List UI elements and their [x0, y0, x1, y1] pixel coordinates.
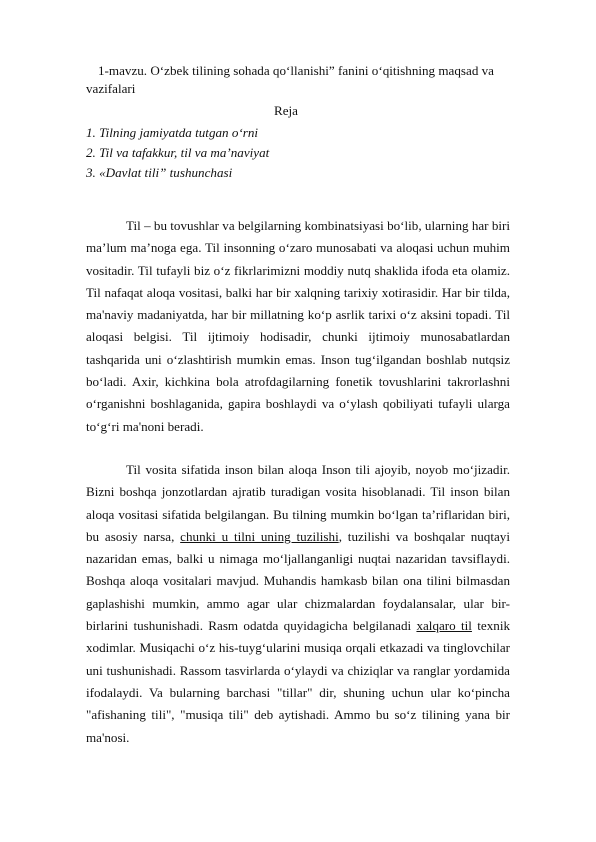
underlined-link-structure[interactable]: chunki u tilni uning tuzilishi: [180, 528, 339, 544]
body-paragraph-2: [86, 459, 510, 749]
underlined-link-international-language[interactable]: xalqaro til: [416, 618, 472, 634]
paragraph-2-text-b: , tuzilishi va boshqalar nuqtayi nazaridan emas, balki u nimaga mo‘ljallanganligi nuqtai nazaridan tavsiflaydi. Boshqa aloqa vositalari mavjud. Muhandis hamkasb bilan ona tilini bilmasdan gaplashishi mumkin, ammo agar ular chizmalardan foydalansalar, ular bir-birlarini tushunishadi. Rasm odatda quyidagicha belgilanadi: [86, 528, 510, 634]
lesson-title-line-2: vazifalari: [86, 81, 136, 96]
paragraph-2-text-a: Til vosita sifatida inson bilan aloqa Inson tili ajoyib, noyob mo‘jizadir. Bizni boshqa jonzotlardan ajratib turadigan vosita hisoblanadi. Til inson bilan aloqa vositasi sifatida belgilangan. Bu tilning mumkin bo‘lgan ta’riflaridan biri, bu asosiy narsa,: [86, 462, 510, 544]
body-paragraph-1: Til – bu tovushlar va belgilarning kombinatsiyasi bo‘lib, ularning har biri ma’lum ma’noga ega. Til insonning o‘zaro munosabati va aloqasi uchun muhim vositadir. Til tufayli biz o‘z fikrlarimizni moddiy nutq shaklida ifoda eta olamiz. Til nafaqat aloqa vositasi, balki har bir xalqning tarixiy xotirasidir. Har bir tilda, ma'naviy madaniyatda, har bir millatning ko‘p asrlik tarixi o‘z aksini topadi. Til aloqasi belgisi. Til ijtimoiy hodisadir, chunki ijtimoiy munosabatlardan tashqarida uni o‘zlashtirish mumkin emas. Inson tug‘ilgandan boshlab nutqsiz bo‘ladi. Axir, kichkina bola atrofdagilarning fonetik tovushlarini takrorlashni o‘rganishni boshlaganida, gapira boshlaydi va o‘ylash qobiliyati tufayli ularga to‘g‘ri ma'noni beradi.: [86, 218, 510, 434]
plan-heading: Reja: [274, 103, 298, 118]
plan-item-3: 3. «Davlat tili” tushunchasi: [86, 165, 233, 180]
paragraph-2-text-c: texnik xodimlar. Musiqachi o‘z his-tuyg‘ularini musiqa orqali etkazadi va tinglovchilar uni tushunishadi. Rassom tasvirlarda o‘ylaydi va chiziqlar va ranglar yordamida ifodalaydi. Va bularning barchasi "tillar" dir, shuning uchun ular ko‘pincha "afishaning tili", "musiqa tili" deb aytishadi. Ammo bu so‘z tilining yana bir ma'nosi.: [86, 618, 510, 745]
plan-item-2: 2. Til va tafakkur, til va ma’naviyat: [86, 145, 270, 160]
plan-item-1: 1. Tilning jamiyatda tutgan o‘rni: [86, 125, 259, 140]
lesson-title-line-1: 1-mavzu. O‘zbek tilining sohada qo‘llanishi” fanini o‘qitishning maqsad va: [98, 63, 494, 78]
